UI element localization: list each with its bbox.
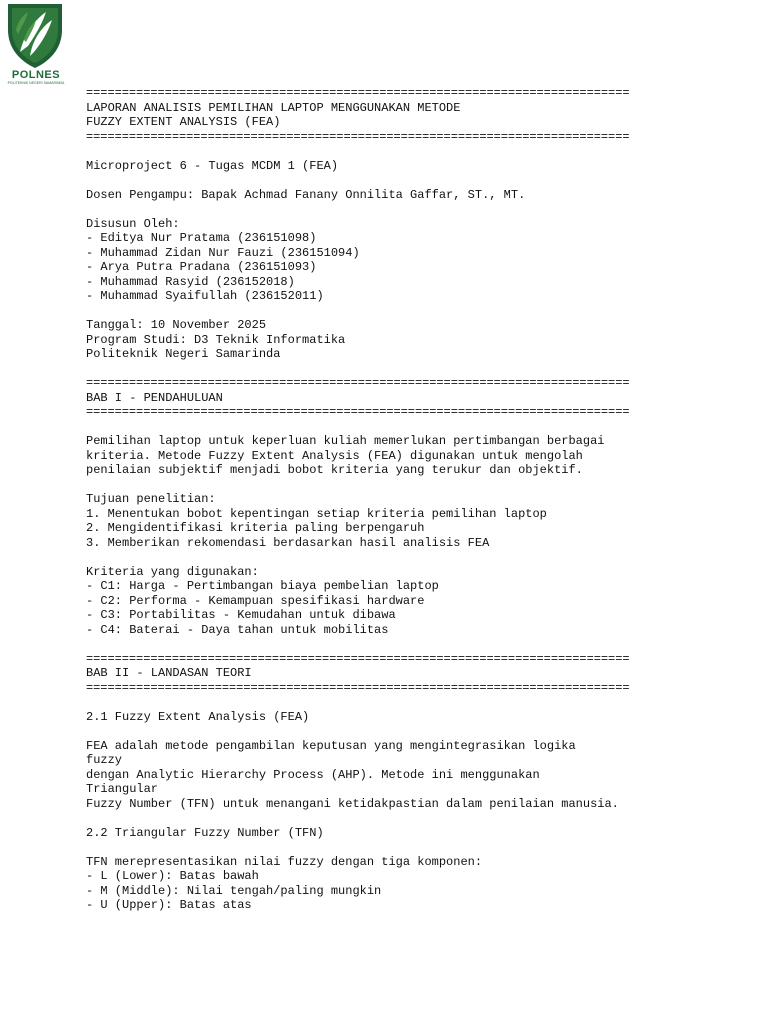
separator-line: ============================================================================ xyxy=(86,680,630,695)
tfn-item: - U (Upper): Batas atas xyxy=(86,898,252,912)
bab1-heading: BAB I - PENDAHULUAN xyxy=(86,390,223,405)
section-2-1-line: Triangular xyxy=(86,782,159,796)
author-item: - Editya Nur Pratama (236151098) xyxy=(86,231,317,245)
institution-line: Politeknik Negeri Samarinda xyxy=(86,347,281,361)
section-2-1-title: 2.1 Fuzzy Extent Analysis (FEA) xyxy=(86,709,310,724)
title-line-1: LAPORAN ANALISIS PEMILIHAN LAPTOP MENGGUNAKAN METODE xyxy=(86,100,461,115)
tfn-item: - M (Middle): Nilai tengah/paling mungkin xyxy=(86,883,382,898)
document-body xyxy=(86,86,756,913)
section-2-2-intro: TFN merepresentasikan nilai fuzzy dengan tiga komponen: xyxy=(86,854,483,869)
criteria-item: - C4: Baterai - Daya tahan untuk mobilitas xyxy=(86,622,389,637)
logo-title: POLNES xyxy=(11,69,61,81)
goal-item: 2. Mengidentifikasi kriteria paling berpengaruh xyxy=(86,521,425,535)
title-line-2: FUZZY EXTENT ANALYSIS (FEA) xyxy=(86,115,281,129)
section-2-1-line: fuzzy xyxy=(86,753,123,767)
separator-line: ============================================================================ xyxy=(86,86,630,100)
bab1-paragraph-line: penilaian subjektif menjadi bobot kriteria yang terukur dan objektif. xyxy=(86,463,583,477)
goal-item: 3. Memberikan rekomendasi berdasarkan hasil analisis FEA xyxy=(86,535,490,550)
separator-line: ============================================================================ xyxy=(86,405,630,419)
section-2-1-line: dengan Analytic Hierarchy Process (AHP). Metode ini menggunakan xyxy=(86,767,540,782)
separator-line: ============================================================================ xyxy=(86,651,630,666)
authors-heading: Disusun Oleh: xyxy=(86,216,180,231)
section-2-2-title: 2.2 Triangular Fuzzy Number (TFN) xyxy=(86,825,324,840)
project-line: Microproject 6 - Tugas MCDM 1 (FEA) xyxy=(86,158,339,173)
bab1-paragraph-line: Pemilihan laptop untuk keperluan kuliah memerlukan pertimbangan berbagai xyxy=(86,434,605,448)
section-2-1-line: FEA adalah metode pengambilan keputusan yang mengintegrasikan logika xyxy=(86,738,576,753)
polnes-shield-icon xyxy=(2,0,68,70)
author-item: - Muhammad Rasyid (236152018) xyxy=(86,274,295,289)
lecturer-line: Dosen Pengampu: Bapak Achmad Fanany Onnilita Gaffar, ST., MT. xyxy=(86,187,526,202)
criteria-item: - C3: Portabilitas - Kemudahan untuk dibawa xyxy=(86,608,396,622)
author-item: - Muhammad Zidan Nur Fauzi (236151094) xyxy=(86,245,360,260)
author-item: - Muhammad Syaifullah (236152011) xyxy=(86,289,324,303)
bab1-paragraph-line: kriteria. Metode Fuzzy Extent Analysis (FEA) digunakan untuk mengolah xyxy=(86,448,583,463)
criteria-heading: Kriteria yang digunakan: xyxy=(86,564,259,579)
separator-line: ============================================================================ xyxy=(86,376,630,390)
separator-line: ============================================================================ xyxy=(86,129,630,144)
section-2-1-line: Fuzzy Number (TFN) untuk menangani ketidakpastian dalam penilaian manusia. xyxy=(86,796,619,811)
goals-heading: Tujuan penelitian: xyxy=(86,492,216,506)
logo-subtitle: POLITEKNIK NEGERI SAMARINDA xyxy=(7,81,65,85)
author-item: - Arya Putra Pradana (236151093) xyxy=(86,260,317,274)
polnes-logo xyxy=(2,0,68,88)
criteria-item: - C1: Harga - Pertimbangan biaya pembelian laptop xyxy=(86,579,439,593)
bab2-heading: BAB II - LANDASAN TEORI xyxy=(86,666,252,680)
program-line: Program Studi: D3 Teknik Informatika xyxy=(86,332,346,347)
tfn-item: - L (Lower): Batas bawah xyxy=(86,869,259,883)
goal-item: 1. Menentukan bobot kepentingan setiap kriteria pemilihan laptop xyxy=(86,506,547,521)
criteria-item: - C2: Performa - Kemampuan spesifikasi hardware xyxy=(86,593,425,608)
date-line: Tanggal: 10 November 2025 xyxy=(86,318,267,332)
